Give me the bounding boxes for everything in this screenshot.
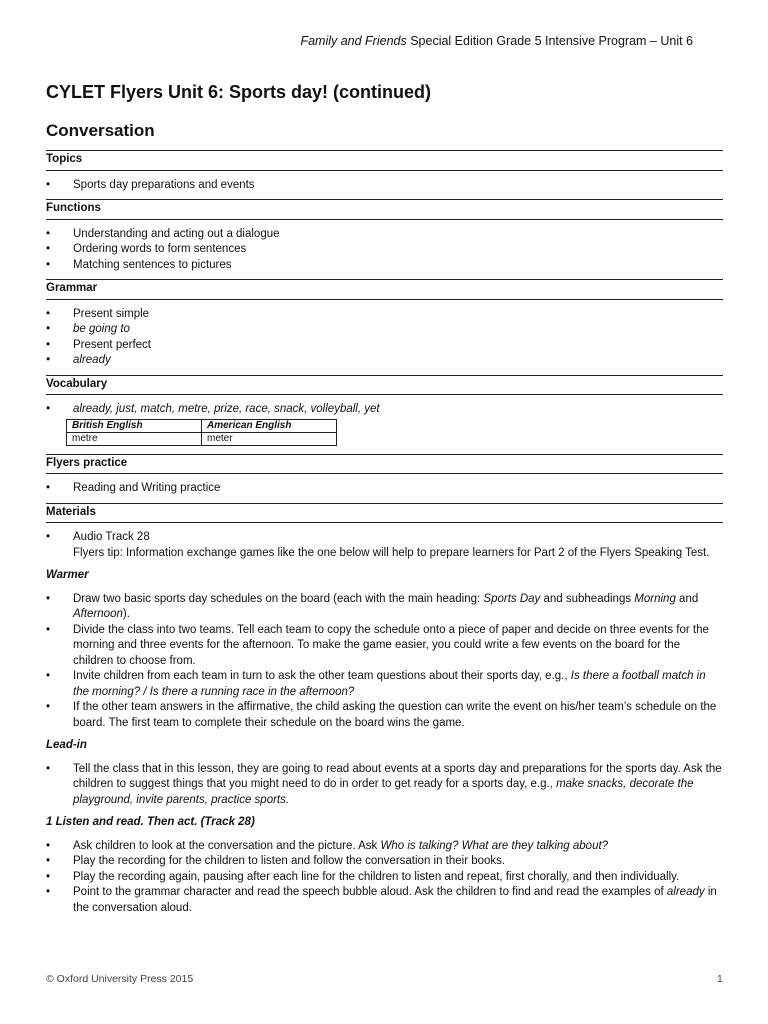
lead-in-list bbox=[46, 762, 723, 809]
list-item: • Play the recording for the children to listen and follow the conversation in their books. bbox=[46, 854, 723, 870]
activity-list bbox=[46, 839, 723, 917]
list-item: • be going to bbox=[46, 322, 723, 338]
list-item: • Ask children to look at the conversation and the picture. Ask Who is talking? What are they talking about? bbox=[46, 839, 723, 855]
grammar-heading: Grammar bbox=[46, 279, 723, 300]
list-item: • Present perfect bbox=[46, 338, 723, 354]
copyright: © Oxford University Press 2015 bbox=[46, 973, 194, 985]
vocabulary-list bbox=[46, 402, 723, 418]
page-title: CYLET Flyers Unit 6: Sports day! (continued) bbox=[46, 82, 432, 102]
list-item: • Invite children from each team in turn to ask the other team questions about their sports day, e.g., Is there a football match in the morning? / Is there a running race in the afternoon? bbox=[46, 669, 723, 700]
list-item: • Tell the class that in this lesson, they are going to read about events at a sports day and preparations for the sports day. Ask the children to suggest things that you might need to do in order to get ready for a sports day, e.g., make snacks, decorate the playground, invite parents, practice sports. bbox=[46, 762, 723, 809]
list-item: • Draw two basic sports day schedules on the board (each with the main heading: Sports Day and subheadings Morning and Afternoon). bbox=[46, 592, 723, 623]
list-item: • Understanding and acting out a dialogue bbox=[46, 227, 723, 243]
warmer-list bbox=[46, 592, 723, 732]
topics-heading: Topics bbox=[46, 150, 723, 171]
table-header: American English bbox=[202, 419, 337, 432]
list-item: • Play the recording again, pausing after each line for the children to listen and repeat, first chorally, and then individually. bbox=[46, 870, 723, 886]
flyers-practice-list bbox=[46, 481, 723, 497]
table-cell: metre bbox=[67, 432, 202, 445]
materials-list bbox=[46, 530, 723, 561]
flyers-tip: Flyers tip: Information exchange games like the one below will help to prepare learners for Part 2 of the Flyers Speaking Test. bbox=[73, 546, 710, 559]
grammar-list bbox=[46, 307, 723, 369]
vocabulary-words: • already, just, match, metre, prize, race, snack, volleyball, yet bbox=[46, 402, 723, 418]
header-rest: Special Edition Grade 5 Intensive Program – Unit 6 bbox=[406, 34, 693, 48]
list-item: • Point to the grammar character and read the speech bubble aloud. Ask the children to find and read the examples of already in the conversation aloud. bbox=[46, 885, 723, 916]
table-header: British English bbox=[67, 419, 202, 432]
topics-list bbox=[46, 178, 723, 194]
page-number: 1 bbox=[717, 973, 723, 985]
flyers-practice-heading: Flyers practice bbox=[46, 454, 723, 475]
list-item: • Divide the class into two teams. Tell each team to copy the schedule onto a piece of paper and decide on three events for the morning and three events for the afternoon. To make the game easier, you could write a few events on the board for the children to choose from. bbox=[46, 623, 723, 670]
warmer-heading: Warmer bbox=[46, 569, 89, 581]
spelling-table bbox=[66, 419, 337, 446]
materials-item: Audio Track 28 bbox=[73, 531, 150, 543]
list-item: • Present simple bbox=[46, 307, 723, 323]
functions-heading: Functions bbox=[46, 199, 723, 220]
section-heading: Conversation bbox=[46, 121, 155, 140]
lead-in-heading: Lead-in bbox=[46, 739, 87, 751]
series-name: Family and Friends bbox=[300, 34, 407, 48]
functions-list bbox=[46, 227, 723, 274]
list-item: • already bbox=[46, 353, 723, 369]
list-item bbox=[46, 530, 723, 561]
vocabulary-heading: Vocabulary bbox=[46, 375, 723, 396]
materials-heading: Materials bbox=[46, 503, 723, 524]
list-item: • Reading and Writing practice bbox=[46, 481, 723, 497]
lesson-content bbox=[46, 150, 723, 916]
activity-heading: 1 Listen and read. Then act. (Track 28) bbox=[46, 816, 255, 828]
list-item: • Matching sentences to pictures bbox=[46, 258, 723, 274]
list-item: • Sports day preparations and events bbox=[46, 178, 723, 194]
list-item: • Ordering words to form sentences bbox=[46, 242, 723, 258]
list-item: • If the other team answers in the affirmative, the child asking the question can write the event on his/her team’s schedule on the board. The first team to complete their schedule on the board wins the game. bbox=[46, 700, 723, 731]
table-cell: meter bbox=[202, 432, 337, 445]
running-header bbox=[300, 34, 693, 48]
